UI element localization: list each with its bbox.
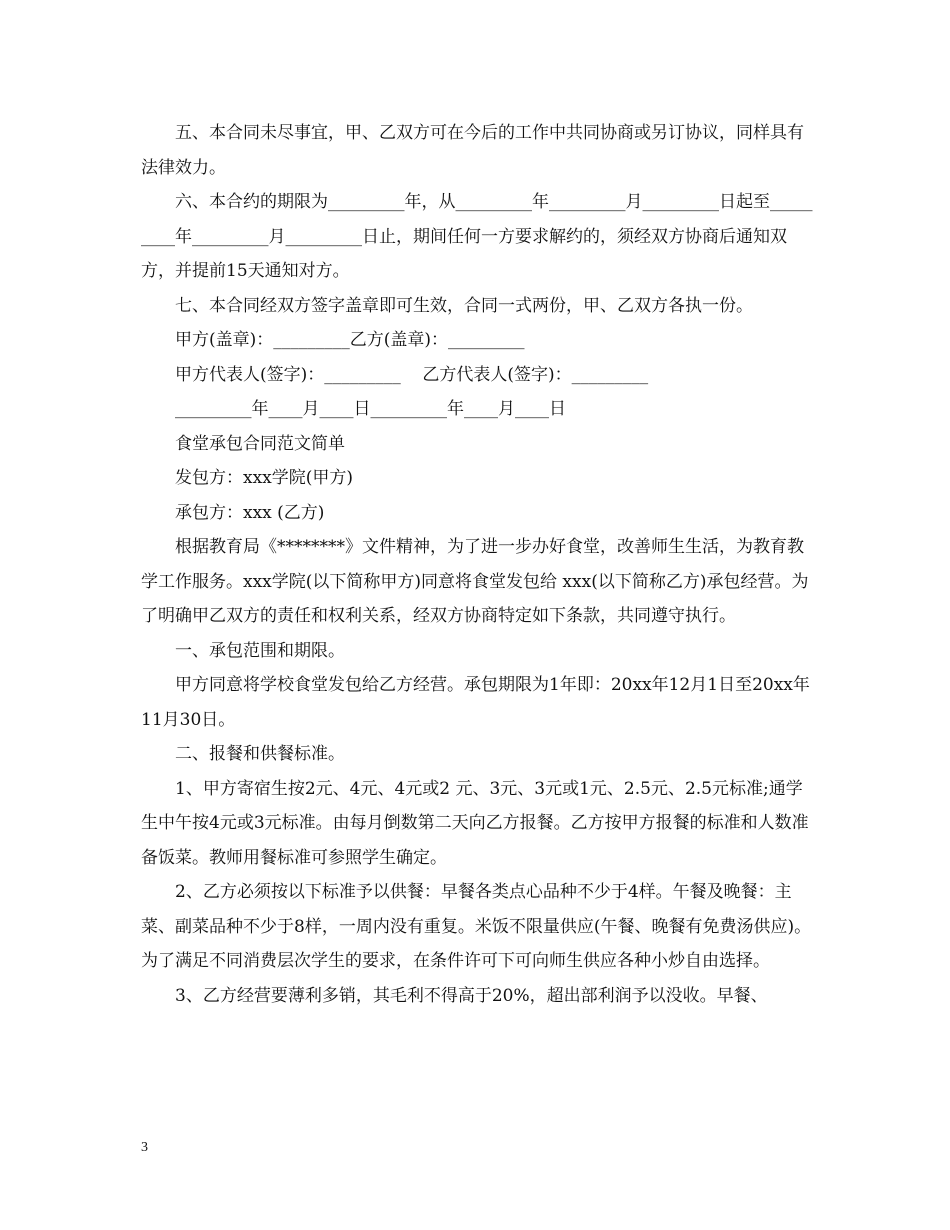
party-a-line: 发包方：xxx学院(甲方) xyxy=(175,468,354,488)
section-1-paragraph: 甲方同意将学校食堂发包给乙方经营。承包期限为1年即：20xx年12月1日至20xx年11月30日。 xyxy=(141,675,810,730)
item-3-paragraph: 3、乙方经营要薄利多销，其毛利不得高于20%，超出部利润予以没收。早餐、 xyxy=(175,985,768,1006)
clause-7-paragraph: 七、本合同经双方签字盖章即可生效，合同一式两份，甲、乙双方各执一份。 xyxy=(175,295,753,316)
signature-seal-line: 甲方(盖章)：_________乙方(盖章)：_________ xyxy=(175,330,525,350)
section-2-heading: 二、报餐和供餐标准。 xyxy=(175,744,345,764)
document-title: 食堂承包合同范文简单 xyxy=(175,433,345,454)
page-number: 3 xyxy=(141,1140,148,1155)
signature-representative-line: 甲方代表人(签字)：_________ 乙方代表人(签字)：_________ xyxy=(175,364,649,385)
section-1-heading: 一、承包范围和期限。 xyxy=(175,640,345,661)
item-2-paragraph: 2、乙方必须按以下标准予以供餐：早餐各类点心品种不少于4样。午餐及晚餐：主菜、副菜品种不少于8样，一周内没有重复。米饭不限量供应(午餐、晚餐有免费汤供应)。为了满足不同消费层次学生的要求，在条件许可下可向师生供应各种小炒自由选择。 xyxy=(141,882,812,971)
preamble-paragraph: 根据教育局《********》文件精神，为了进一步办好食堂，改善师生生活，为教育教学工作服务。xxx学院(以下简称甲方)同意将食堂发包给 xxx(以下简称乙方)承包经营。为了明确甲乙双方的责任和权利关系，经双方协商特定如下条款，共同遵守执行。 xyxy=(141,537,809,626)
party-b-line: 承包方：xxx (乙方) xyxy=(175,502,325,523)
signature-date-line: _________年____月____日_________年____月____日 xyxy=(175,399,566,419)
clause-6-paragraph: 六、本合约的期限为_________年，从_________年_________月_________日起至_________年_________月_________日止，期间任何一方要求解约的，须经双方协商后通知双方，并提前15天通知对方。 xyxy=(141,192,813,281)
item-1-paragraph: 1、甲方寄宿生按2元、4元、4元或2 元、3元、3元或1元、2.5元、2.5元标准;通学生中午按4元或3元标准。由每月倒数第二天向乙方报餐。乙方按甲方报餐的标准和人数准备饭菜。教师用餐标准可参照学生确定。 xyxy=(141,778,809,868)
document-body xyxy=(141,116,813,1013)
clause-5-paragraph: 五、本合同未尽事宜，甲、乙双方可在今后的工作中共同协商或另订协议，同样具有法律效力。 xyxy=(141,123,804,178)
